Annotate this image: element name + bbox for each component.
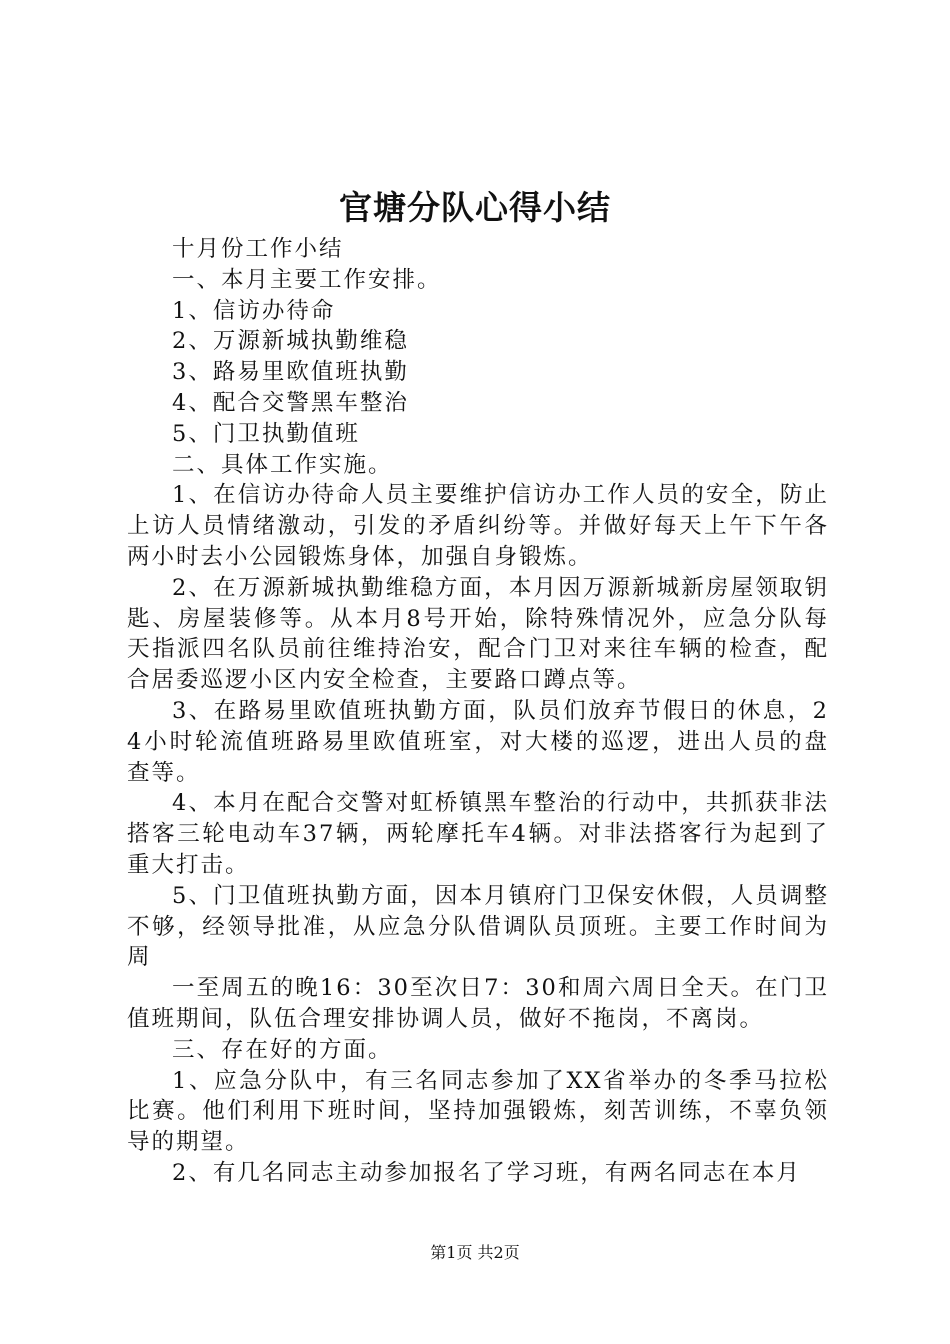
document-title: 官塘分队心得小结 <box>339 188 611 227</box>
page-number-footer: 第1页 共2页 <box>430 1243 520 1262</box>
paragraph: 1、应急分队中，有三名同志参加了XX省举办的冬季马拉松比赛。他们利用下班时间，坚持加强锻炼，刻苦训练，不辜负领导的期望。 <box>127 1067 829 1156</box>
paragraph: 4、本月在配合交警对虹桥镇黑车整治的行动中，共抓获非法搭客三轮电动车37辆，两轮摩托车4辆。对非法搭客行为起到了重大打击。 <box>127 790 829 878</box>
paragraph: 一、本月主要工作安排。 <box>172 266 442 293</box>
paragraph: 2、在万源新城执勤维稳方面，本月因万源新城新房屋领取钥匙、房屋装修等。从本月8号开始，除特殊情况外，应急分队每天指派四名队员前往维持治安，配合门卫对来往车辆的检查，配合居委巡逻小区内安全检查，主要路口蹲点等。 <box>127 574 829 694</box>
paragraph: 三、存在好的方面。 <box>172 1036 393 1063</box>
paragraph: 1、在信访办待命人员主要维护信访办工作人员的安全，防止上访人员情绪激动，引发的矛盾纠纷等。并做好每天上午下午各两小时去小公园锻炼身体，加强自身锻炼。 <box>127 482 829 570</box>
paragraph: 二、具体工作实施。 <box>172 451 393 478</box>
paragraph: 5、门卫执勤值班 <box>172 420 360 447</box>
paragraph: 2、有几名同志主动参加报名了学习班，有两名同志在本月 <box>172 1159 801 1186</box>
paragraph: 4、配合交警黑车整治 <box>172 389 409 416</box>
paragraph: 5、门卫值班执勤方面，因本月镇府门卫保安休假，人员调整不够，经领导批准，从应急分队借调队员顶班。主要工作时间为周 <box>127 882 829 971</box>
paragraph: 十月份工作小结 <box>172 236 344 262</box>
paragraph: 3、在路易里欧值班执勤方面，队员们放弃节假日的休息，24小时轮流值班路易里欧值班室，对大楼的巡逻，进出人员的盘查等。 <box>127 697 829 786</box>
document-body <box>127 234 829 1189</box>
paragraph: 1、信访办待命 <box>172 297 336 324</box>
paragraph: 一至周五的晚16：30至次日7：30和周六周日全天。在门卫值班期间，队伍合理安排协调人员，做好不拖岗，不离岗。 <box>127 975 829 1032</box>
paragraph: 2、万源新城执勤维稳 <box>172 328 409 355</box>
paragraph: 3、路易里欧值班执勤 <box>172 359 409 386</box>
